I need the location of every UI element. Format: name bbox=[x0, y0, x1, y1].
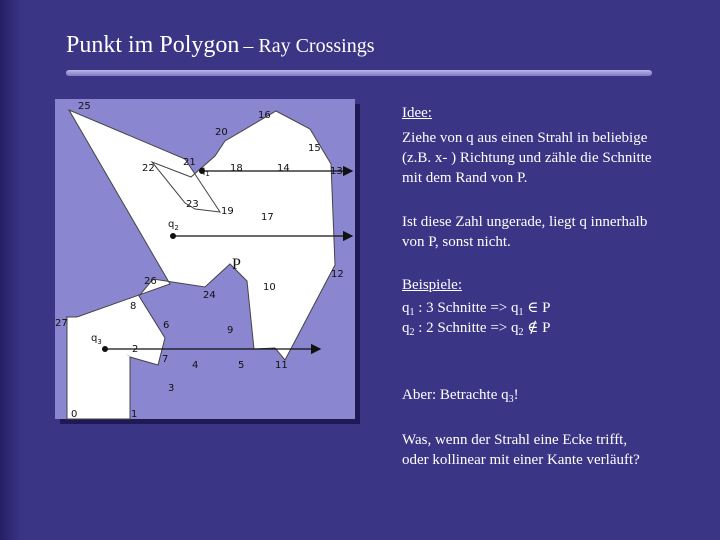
vertex-label-2: 2 bbox=[132, 344, 139, 355]
label-q1: $q_1$ bbox=[199, 165, 210, 178]
vertex-label-23: 23 bbox=[186, 199, 199, 210]
vertex-label-12: 12 bbox=[331, 269, 344, 280]
rule-line-2: von P, sonst nicht. bbox=[402, 234, 511, 250]
vertex-label-14: 14 bbox=[277, 163, 290, 174]
example-q2: $q_2$ : 2 Schnitte => $q_2$ ∉ P bbox=[402, 320, 551, 338]
vertex-label-4: 4 bbox=[192, 360, 199, 371]
vertex-label-8: 8 bbox=[130, 301, 137, 312]
vertex-label-27: 27 bbox=[55, 318, 68, 329]
slide-title bbox=[66, 32, 375, 59]
vertex-label-13: 13 bbox=[330, 166, 343, 177]
idea-line-2: (z.B. x- ) Richtung und zähle die Schnitte bbox=[402, 150, 652, 166]
vertex-label-11: 11 bbox=[275, 360, 288, 371]
vertex-label-24: 24 bbox=[203, 290, 216, 301]
vertex-label-25: 25 bbox=[78, 101, 91, 112]
question-line-2: oder kollinear mit einer Kante verläuft? bbox=[402, 452, 640, 468]
left-gradient-band bbox=[0, 0, 22, 540]
rule-line-1: Ist diese Zahl ungerade, liegt q innerhalb bbox=[402, 214, 648, 230]
example-q1: $q_1$ : 3 Schnitte => $q_1$ ∈ P bbox=[402, 300, 551, 318]
vertex-label-7: 7 bbox=[162, 354, 169, 365]
idea-line-1: Ziehe von q aus einen Strahl in beliebige bbox=[402, 130, 648, 146]
aber-line: Aber: Betrachte $q_3$! bbox=[402, 387, 519, 405]
title-underline bbox=[66, 70, 652, 76]
vertex-label-26: 26 bbox=[144, 276, 157, 287]
vertex-label-18: 18 bbox=[230, 163, 243, 174]
vertex-label-16: 16 bbox=[258, 110, 271, 121]
label-q2: $q_2$ bbox=[168, 219, 179, 232]
vertex-label-5: 5 bbox=[238, 360, 245, 371]
examples-heading: Beispiele: bbox=[402, 277, 462, 293]
point-q3 bbox=[102, 346, 108, 352]
point-q2 bbox=[170, 233, 176, 239]
idea-heading: Idee: bbox=[402, 105, 432, 121]
label-q3: $q_3$ bbox=[91, 333, 102, 346]
title-sub: – Ray Crossings bbox=[243, 35, 375, 57]
polygon-label-p: P bbox=[232, 256, 241, 273]
vertex-label-19: 19 bbox=[221, 206, 234, 217]
title-main: Punkt im Polygon bbox=[66, 32, 240, 58]
vertex-label-10: 10 bbox=[263, 282, 276, 293]
vertex-label-22: 22 bbox=[142, 163, 155, 174]
idea-line-3: mit dem Rand von P. bbox=[402, 170, 528, 186]
vertex-label-21: 21 bbox=[183, 157, 196, 168]
vertex-label-0: 0 bbox=[71, 409, 78, 420]
vertex-label-15: 15 bbox=[308, 143, 321, 154]
vertex-label-1: 1 bbox=[131, 409, 138, 420]
vertex-label-6: 6 bbox=[163, 320, 170, 331]
polygon-p bbox=[67, 110, 335, 365]
polygon-diagram bbox=[55, 99, 355, 419]
vertex-label-20: 20 bbox=[215, 127, 228, 138]
vertex-label-17: 17 bbox=[261, 212, 274, 223]
vertex-label-3: 3 bbox=[168, 383, 175, 394]
vertex-label-9: 9 bbox=[227, 325, 234, 336]
question-line-1: Was, wenn der Strahl eine Ecke trifft, bbox=[402, 432, 628, 448]
